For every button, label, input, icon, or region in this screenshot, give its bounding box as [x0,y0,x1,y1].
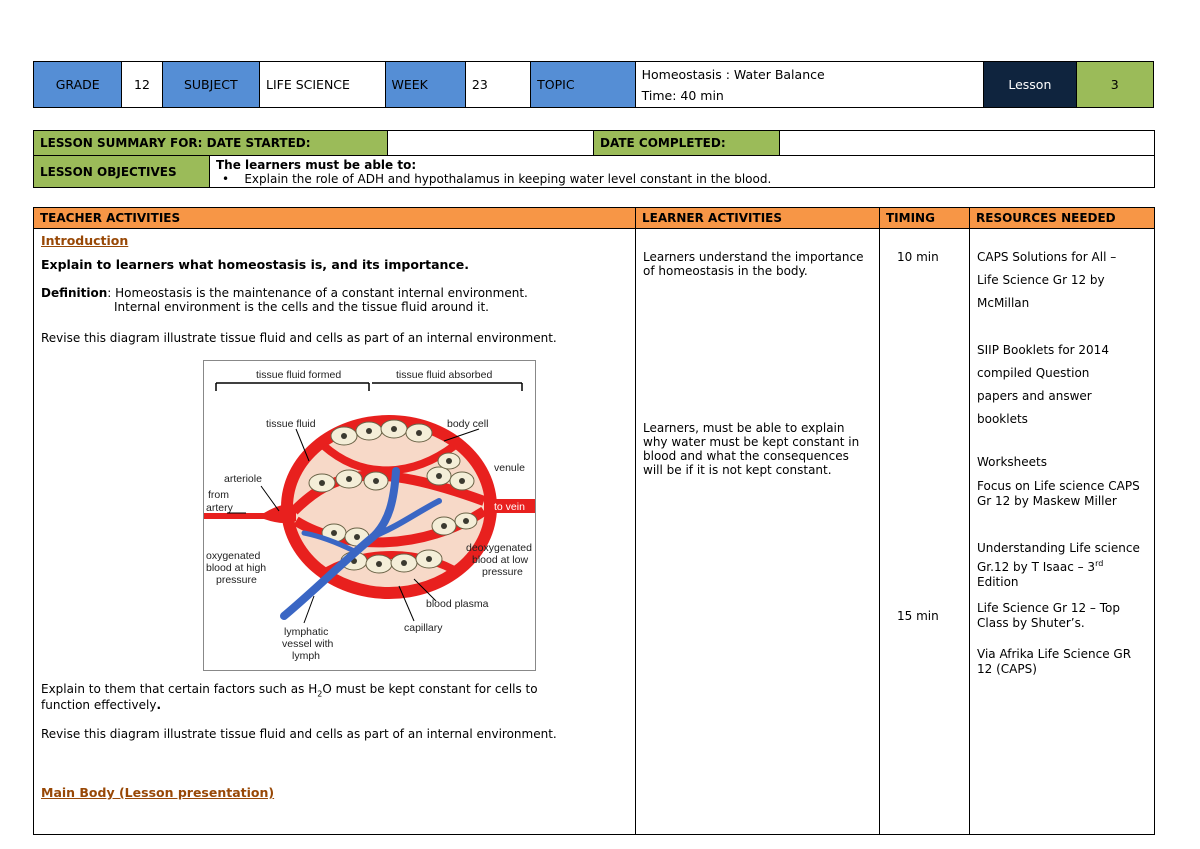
resources-cell [970,229,1155,835]
label-fluid-formed: tissue fluid formed [256,369,342,381]
revise-line-2: Revise this diagram illustrate tissue fluid and cells as part of an internal environment. [41,727,557,741]
definition-label: Definition [41,286,108,300]
label-to-vein: to vein [494,501,525,513]
label-deoxygenated: deoxygenated [466,542,532,554]
resource-5-edition: Edition [977,575,1019,589]
objectives-label: LESSON OBJECTIVES [34,156,210,188]
label-body-cell: body cell [447,418,489,430]
timing-1: 10 min [897,250,939,264]
grade-value: 12 [122,62,162,108]
tissue-fluid-diagram [203,360,536,671]
factors-subscript: 2 [317,689,323,699]
label-oxygenated-2: blood at high [206,562,267,574]
label-fluid-absorbed: tissue fluid absorbed [396,369,493,381]
introduction-heading: Introduction [41,233,129,248]
resource-5 [977,541,1147,590]
lesson-value: 3 [1076,62,1153,108]
explain-line: Explain to learners what homeostasis is, and its importance. [41,257,470,272]
topic-value: Homeostasis : Water Balance [641,66,825,82]
subject-label: SUBJECT [162,62,259,108]
objectives-title: The learners must be able to: [216,158,417,172]
resource-1a: CAPS Solutions for All – [977,250,1117,264]
objectives-item-text: Explain the role of ADH and hypothalamus in keeping water level constant in the blood. [244,172,772,186]
date-started-field[interactable] [388,131,594,156]
week-value: 23 [465,62,530,108]
label-tissue-fluid: tissue fluid [266,418,316,430]
teacher-activities-header: TEACHER ACTIVITIES [34,208,636,229]
resource-5-text: Understanding Life science Gr.12 by T Isaac – 3 [977,541,1140,574]
objectives-cell [210,156,1155,188]
resource-group-1 [977,246,1149,315]
lesson-label: Lesson [984,62,1076,108]
definition-line2: Internal environment is the cells and the tissue fluid around it. [114,300,489,314]
date-completed-label: DATE COMPLETED: [594,131,780,156]
label-oxygenated-3: pressure [216,574,257,586]
subject-value: LIFE SCIENCE [259,62,385,108]
objectives-item: • Explain the role of ADH and hypothalamus in keeping water level constant in the blood. [222,172,772,186]
label-oxygenated: oxygenated [206,550,261,562]
learner-item-2: Learners, must be able to explain why water must be kept constant in blood and what the consequences will be if it is not kept constant. [643,421,860,477]
label-artery: artery [206,502,233,514]
factors-text: Explain to them that certain factors such as H [41,682,318,696]
timing-header: TIMING [880,208,970,229]
resource-3: Worksheets [977,455,1047,469]
revise-line-1: Revise this diagram illustrate tissue fluid and cells as part of an internal environment. [41,331,557,345]
factors-dot: . [156,698,161,712]
resource-2d: booklets [977,412,1028,426]
grade-label: GRADE [34,62,122,108]
resource-2b: compiled Question [977,366,1090,380]
resource-2a: SIIP Booklets for 2014 [977,343,1109,357]
factors-text-3: function effectively [41,698,157,712]
main-body-heading: Main Body (Lesson presentation) [41,785,275,800]
label-venule: venule [494,462,525,474]
resource-6: Life Science Gr 12 – Top Class by Shuter’s. [977,601,1120,630]
definition-body: : Homeostasis is the maintenance of a constant internal environment. [107,286,528,300]
label-lymphatic: lymphatic [284,626,329,638]
lesson-plan-table [33,207,1155,835]
resource-1b: Life Science Gr 12 by [977,273,1105,287]
topic-label: TOPIC [531,62,635,108]
resource-7: Via Afrika Life Science GR 12 (CAPS) [977,647,1132,676]
definition-text [41,286,528,300]
timing-2: 15 min [897,609,939,623]
date-completed-field[interactable] [780,131,1155,156]
label-lymphatic-3: lymph [292,650,321,662]
label-blood-plasma: blood plasma [426,598,489,610]
learner-item-1: Learners understand the importance of homeostasis in the body. [643,250,864,278]
summary-label: LESSON SUMMARY FOR: DATE STARTED: [34,131,388,156]
label-capillary: capillary [404,622,443,634]
resource-4: Focus on Life science CAPS Gr 12 by Maskew Miller [977,479,1140,508]
resources-header: RESOURCES NEEDED [970,208,1155,229]
learner-activities-header: LEARNER ACTIVITIES [636,208,880,229]
lesson-header-table [33,61,1154,108]
label-from: from [208,489,229,501]
resource-1c: McMillan [977,296,1030,310]
factors-text-2: O must be kept constant for cells to [322,682,538,696]
topic-cell [635,62,984,108]
label-deoxygenated-2: blood at low [472,554,529,566]
factors-line-2 [41,698,161,712]
resource-5-sup: rd [1095,559,1104,568]
teacher-activities-cell [34,229,636,835]
timing-cell [880,229,970,835]
label-lymphatic-2: vessel with [282,638,334,650]
week-label: WEEK [385,62,465,108]
label-deoxygenated-3: pressure [482,566,523,578]
time-value: Time: 40 min [641,87,724,103]
resource-group-2 [977,339,1149,431]
lesson-summary-table [33,130,1155,188]
learner-activities-cell [636,229,880,835]
label-arteriole: arteriole [224,473,262,485]
resource-2c: papers and answer [977,389,1092,403]
